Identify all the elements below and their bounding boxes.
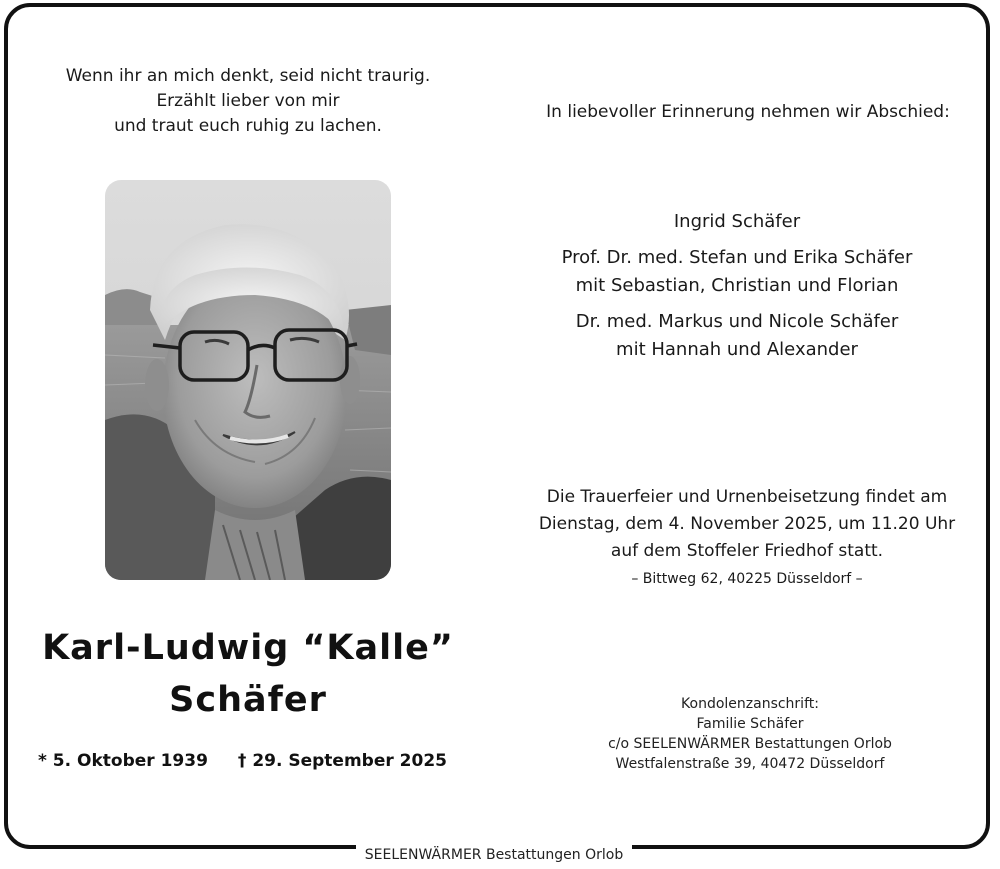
service-details [520,484,974,591]
service-line: Dienstag, dem 4. November 2025, um 11.20 Uhr [538,514,956,534]
death-date: † 29. September 2025 [237,751,447,771]
condolence-line: Westfalenstraße 39, 40472 Düsseldorf [615,756,885,772]
birth-date: * 5. Oktober 1939 [38,751,208,771]
family-member: mit Hannah und Alexander [616,339,858,360]
cemetery-address: – Bittweg 62, 40225 Düsseldorf – [631,571,863,587]
family-member: Prof. Dr. med. Stefan und Erika Schäfer [561,247,913,268]
footer-undertaker: SEELENWÄRMER Bestattungen Orlob [364,847,624,863]
condolence-line: Familie Schäfer [696,716,804,732]
farewell-intro: In liebevoller Erinnerung nehmen wir Abschied: [546,102,950,122]
service-line: Die Trauerfeier und Urnenbeisetzung findet am [546,487,948,507]
family-entry [520,208,954,236]
family-entry [520,308,954,364]
family-list [520,208,954,372]
quote-line: Erzählt lieber von mir [156,91,340,111]
memorial-quote [40,64,456,139]
quote-line: und traut euch ruhig zu lachen. [114,116,382,136]
quote-line: Wenn ihr an mich denkt, seid nicht traurig. [65,66,431,86]
deceased-name-line: Karl-Ludwig “Kalle” [42,628,454,668]
life-dates [38,748,478,774]
service-line: auf dem Stoffeler Friedhof statt. [610,541,884,561]
portrait-image [105,180,391,580]
family-member: Ingrid Schäfer [673,211,801,232]
family-member: mit Sebastian, Christian und Florian [575,275,899,296]
condolence-line: c/o SEELENWÄRMER Bestattungen Orlob [608,736,892,752]
condolence-line: Kondolenzanschrift: [681,696,819,712]
family-member: Dr. med. Markus und Nicole Schäfer [575,311,899,332]
portrait-photo [105,180,391,580]
deceased-name [20,622,476,726]
condolence-address [560,694,940,774]
family-entry [520,244,954,300]
deceased-surname: Schäfer [169,680,327,720]
